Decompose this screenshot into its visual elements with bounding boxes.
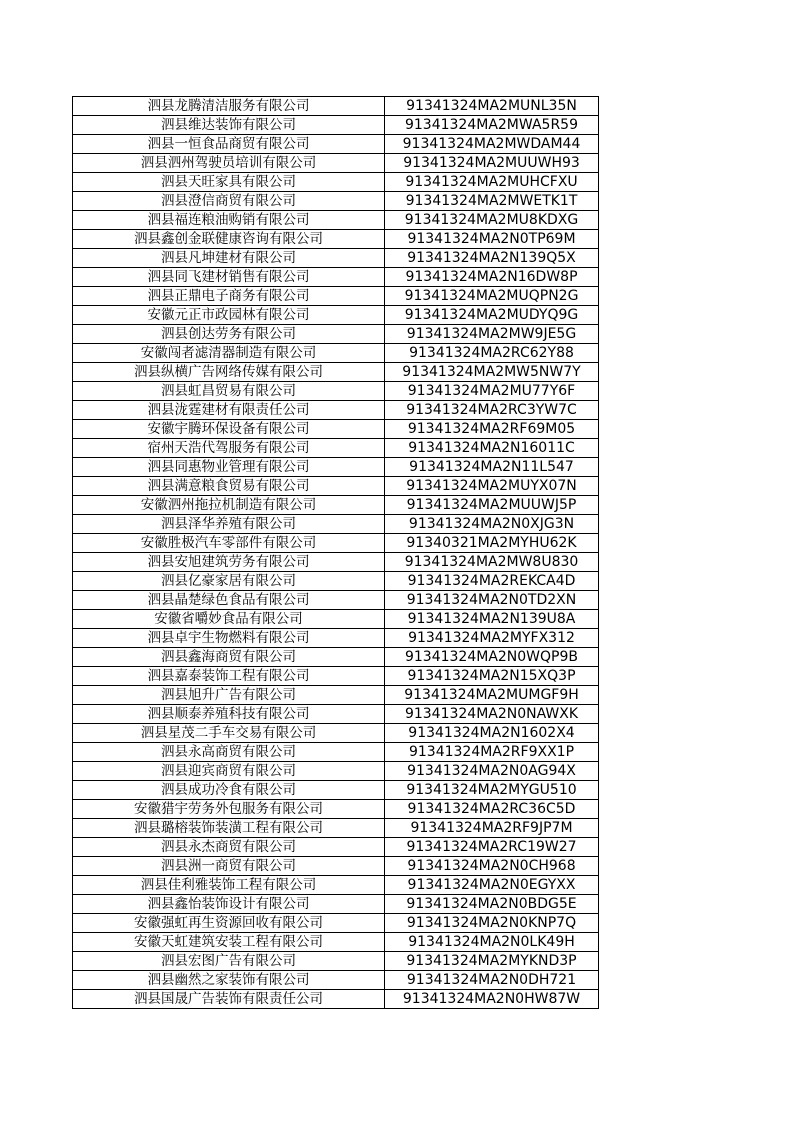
credit-code-cell: 91341324MA2MYGU510 xyxy=(385,781,599,800)
company-name-cell: 泗县泗州驾驶员培训有限公司 xyxy=(73,154,385,173)
credit-code-cell: 91341324MA2RC36C5D xyxy=(385,800,599,819)
company-name-cell: 安徽元正市政园林有限公司 xyxy=(73,306,385,325)
table-row xyxy=(73,572,599,591)
credit-code-cell: 91341324MA2MW8U830 xyxy=(385,553,599,572)
credit-code-cell: 91341324MA2MWDAM44 xyxy=(385,135,599,154)
credit-code-cell: 91341324MA2MUQPN2G xyxy=(385,287,599,306)
table-row xyxy=(73,211,599,230)
company-name-cell: 泗县纵横广告网络传媒有限公司 xyxy=(73,363,385,382)
company-name-cell: 泗县虹昌贸易有限公司 xyxy=(73,382,385,401)
credit-code-cell: 91341324MA2N1602X4 xyxy=(385,724,599,743)
company-name-cell: 泗县满意粮食贸易有限公司 xyxy=(73,477,385,496)
table-row xyxy=(73,591,599,610)
company-name-cell: 泗县凡坤建材有限公司 xyxy=(73,249,385,268)
credit-code-cell: 91341324MA2RC62Y88 xyxy=(385,344,599,363)
company-name-cell: 泗县泷霆建材有限责任公司 xyxy=(73,401,385,420)
table-row xyxy=(73,686,599,705)
company-name-cell: 泗县天旺家具有限公司 xyxy=(73,173,385,192)
credit-code-cell: 91341324MA2MUYX07N xyxy=(385,477,599,496)
company-name-cell: 泗县亿豪家居有限公司 xyxy=(73,572,385,591)
credit-code-cell: 91341324MA2REKCA4D xyxy=(385,572,599,591)
company-name-cell: 泗县旭升广告有限公司 xyxy=(73,686,385,705)
credit-code-cell: 91341324MA2MW5NW7Y xyxy=(385,363,599,382)
credit-code-cell: 91341324MA2RC3YW7C xyxy=(385,401,599,420)
table-row xyxy=(73,154,599,173)
table-row xyxy=(73,306,599,325)
company-registry-table xyxy=(72,96,599,1009)
credit-code-cell: 91341324MA2MUDYQ9G xyxy=(385,306,599,325)
credit-code-cell: 91341324MA2RC19W27 xyxy=(385,838,599,857)
credit-code-cell: 91341324MA2MU8KDXG xyxy=(385,211,599,230)
table-row xyxy=(73,933,599,952)
company-name-cell: 安徽猎宇劳务外包服务有限公司 xyxy=(73,800,385,819)
credit-code-cell: 91341324MA2RF9JP7M xyxy=(385,819,599,838)
table-row xyxy=(73,287,599,306)
table-row xyxy=(73,173,599,192)
table-row xyxy=(73,553,599,572)
company-name-cell: 泗县同飞建材销售有限公司 xyxy=(73,268,385,287)
company-name-cell: 泗县福连粮油购销有限公司 xyxy=(73,211,385,230)
table-row xyxy=(73,819,599,838)
table-row xyxy=(73,895,599,914)
credit-code-cell: 91341324MA2MYFX312 xyxy=(385,629,599,648)
credit-code-cell: 91341324MA2MYKND3P xyxy=(385,952,599,971)
company-name-cell: 泗县洲一商贸有限公司 xyxy=(73,857,385,876)
company-name-cell: 泗县同惠物业管理有限公司 xyxy=(73,458,385,477)
credit-code-cell: 91341324MA2MUUWJ5P xyxy=(385,496,599,515)
table-row xyxy=(73,648,599,667)
company-name-cell: 泗县鑫创金联健康咨询有限公司 xyxy=(73,230,385,249)
table-row xyxy=(73,762,599,781)
company-name-cell: 泗县成功冷食有限公司 xyxy=(73,781,385,800)
credit-code-cell: 91341324MA2MUMGF9H xyxy=(385,686,599,705)
company-name-cell: 泗县卓宇生物燃料有限公司 xyxy=(73,629,385,648)
company-name-cell: 泗县安旭建筑劳务有限公司 xyxy=(73,553,385,572)
company-name-cell: 泗县星茂二手车交易有限公司 xyxy=(73,724,385,743)
credit-code-cell: 91341324MA2N139Q5X xyxy=(385,249,599,268)
company-name-cell: 安徽泗州拖拉机制造有限公司 xyxy=(73,496,385,515)
company-name-cell: 泗县澄信商贸有限公司 xyxy=(73,192,385,211)
credit-code-cell: 91341324MA2MWETK1T xyxy=(385,192,599,211)
company-name-cell: 泗县幽然之家装饰有限公司 xyxy=(73,971,385,990)
company-name-cell: 泗县嘉泰装饰工程有限公司 xyxy=(73,667,385,686)
company-name-cell: 宿州天浩代驾服务有限公司 xyxy=(73,439,385,458)
table-row xyxy=(73,344,599,363)
company-name-cell: 泗县国晟广告装饰有限责任公司 xyxy=(73,990,385,1009)
table-row xyxy=(73,477,599,496)
credit-code-cell: 91341324MA2MU77Y6F xyxy=(385,382,599,401)
credit-code-cell: 91341324MA2RF9XX1P xyxy=(385,743,599,762)
credit-code-cell: 91341324MA2N15XQ3P xyxy=(385,667,599,686)
credit-code-cell: 91341324MA2N0CH968 xyxy=(385,857,599,876)
credit-code-cell: 91341324MA2N0TD2XN xyxy=(385,591,599,610)
table-row xyxy=(73,230,599,249)
table-row xyxy=(73,610,599,629)
credit-code-cell: 91341324MA2MW9JE5G xyxy=(385,325,599,344)
table-row xyxy=(73,629,599,648)
table-row xyxy=(73,439,599,458)
table-row xyxy=(73,97,599,116)
company-name-cell: 安徽宇腾环保设备有限公司 xyxy=(73,420,385,439)
credit-code-cell: 91341324MA2N0WQP9B xyxy=(385,648,599,667)
company-name-cell: 泗县璐榕装饰装潢工程有限公司 xyxy=(73,819,385,838)
table-row xyxy=(73,914,599,933)
credit-code-cell: 91341324MA2N0TP69M xyxy=(385,230,599,249)
table-row xyxy=(73,192,599,211)
company-name-cell: 泗县晶楚绿色食品有限公司 xyxy=(73,591,385,610)
credit-code-cell: 91341324MA2N0NAWXK xyxy=(385,705,599,724)
table-row xyxy=(73,667,599,686)
credit-code-cell: 91341324MA2N0AG94X xyxy=(385,762,599,781)
table-row xyxy=(73,268,599,287)
credit-code-cell: 91341324MA2N0DH721 xyxy=(385,971,599,990)
credit-code-cell: 91340321MA2MYHU62K xyxy=(385,534,599,553)
table-row xyxy=(73,838,599,857)
company-name-cell: 安徽省嚼妙食品有限公司 xyxy=(73,610,385,629)
credit-code-cell: 91341324MA2N0BDG5E xyxy=(385,895,599,914)
table-row xyxy=(73,781,599,800)
company-name-cell: 泗县一恒食品商贸有限公司 xyxy=(73,135,385,154)
credit-code-cell: 91341324MA2MUHCFXU xyxy=(385,173,599,192)
table-row xyxy=(73,952,599,971)
company-name-cell: 安徽天虹建筑安装工程有限公司 xyxy=(73,933,385,952)
company-name-cell: 泗县永高商贸有限公司 xyxy=(73,743,385,762)
company-name-cell: 泗县顺泰养殖科技有限公司 xyxy=(73,705,385,724)
credit-code-cell: 91341324MA2MUNL35N xyxy=(385,97,599,116)
company-name-cell: 泗县龙腾清洁服务有限公司 xyxy=(73,97,385,116)
table-row xyxy=(73,249,599,268)
table-row xyxy=(73,743,599,762)
table-row xyxy=(73,420,599,439)
table-row xyxy=(73,857,599,876)
company-name-cell: 泗县永杰商贸有限公司 xyxy=(73,838,385,857)
table-row xyxy=(73,800,599,819)
table-row xyxy=(73,496,599,515)
table-body xyxy=(73,97,599,1009)
credit-code-cell: 91341324MA2N16DW8P xyxy=(385,268,599,287)
table-row xyxy=(73,705,599,724)
company-name-cell: 安徽强虹再生资源回收有限公司 xyxy=(73,914,385,933)
company-name-cell: 安徽闯者滤清器制造有限公司 xyxy=(73,344,385,363)
credit-code-cell: 91341324MA2N139U8A xyxy=(385,610,599,629)
company-name-cell: 泗县创达劳务有限公司 xyxy=(73,325,385,344)
credit-code-cell: 91341324MA2N0XJG3N xyxy=(385,515,599,534)
company-name-cell: 泗县佳利雅装饰工程有限公司 xyxy=(73,876,385,895)
table-row xyxy=(73,382,599,401)
company-name-cell: 泗县鑫海商贸有限公司 xyxy=(73,648,385,667)
company-name-cell: 泗县宏图广告有限公司 xyxy=(73,952,385,971)
credit-code-cell: 91341324MA2MUUWH93 xyxy=(385,154,599,173)
table-row xyxy=(73,458,599,477)
credit-code-cell: 91341324MA2N0KNP7Q xyxy=(385,914,599,933)
table-row xyxy=(73,116,599,135)
credit-code-cell: 91341324MA2N16011C xyxy=(385,439,599,458)
credit-code-cell: 91341324MA2N0EGYXX xyxy=(385,876,599,895)
company-name-cell: 泗县迎宾商贸有限公司 xyxy=(73,762,385,781)
credit-code-cell: 91341324MA2MWA5R59 xyxy=(385,116,599,135)
table-row xyxy=(73,401,599,420)
table-row xyxy=(73,363,599,382)
company-name-cell: 泗县泽华养殖有限公司 xyxy=(73,515,385,534)
table-row xyxy=(73,135,599,154)
credit-code-cell: 91341324MA2N0HW87W xyxy=(385,990,599,1009)
credit-code-cell: 91341324MA2RF69M05 xyxy=(385,420,599,439)
table-row xyxy=(73,534,599,553)
company-name-cell: 泗县维达装饰有限公司 xyxy=(73,116,385,135)
company-name-cell: 泗县正鼎电子商务有限公司 xyxy=(73,287,385,306)
table-row xyxy=(73,876,599,895)
table-row xyxy=(73,724,599,743)
table-row xyxy=(73,971,599,990)
company-name-cell: 泗县鑫怡装饰设计有限公司 xyxy=(73,895,385,914)
credit-code-cell: 91341324MA2N11L547 xyxy=(385,458,599,477)
credit-code-cell: 91341324MA2N0LK49H xyxy=(385,933,599,952)
company-name-cell: 安徽胜极汽车零部件有限公司 xyxy=(73,534,385,553)
table-row xyxy=(73,515,599,534)
table-row xyxy=(73,990,599,1009)
table-row xyxy=(73,325,599,344)
